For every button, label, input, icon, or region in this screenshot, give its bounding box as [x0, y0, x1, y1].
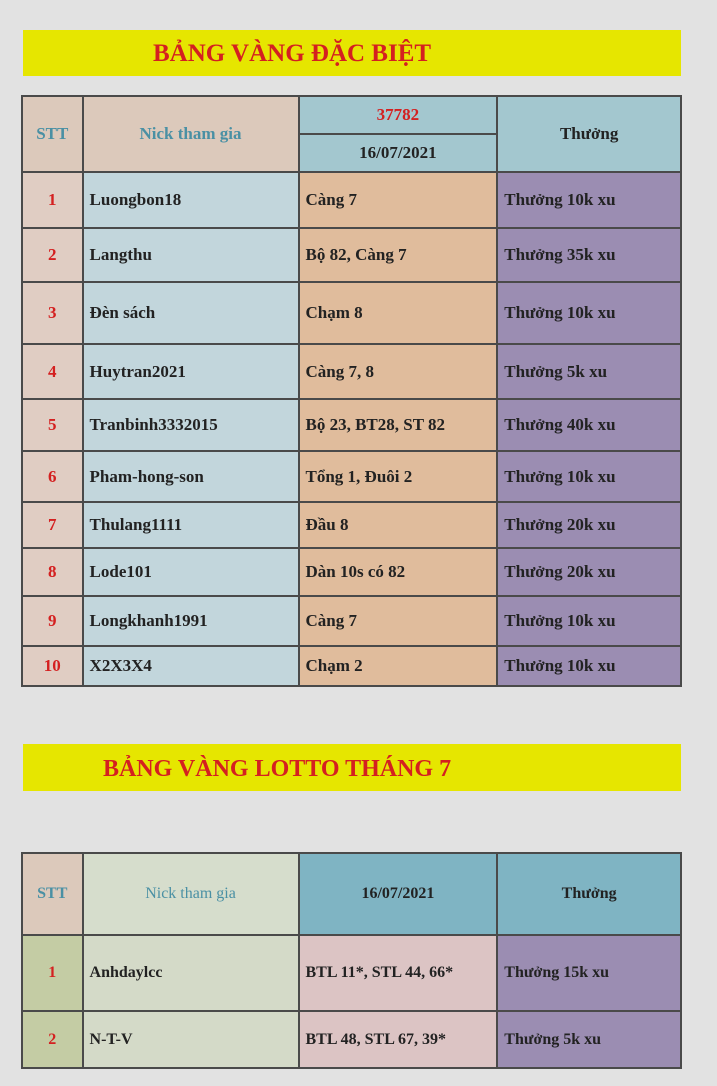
pick-cell: Càng 7, 8 — [299, 344, 498, 399]
prize-cell: Thưởng 10k xu — [497, 596, 681, 646]
pick-cell: Càng 7 — [299, 596, 498, 646]
prize-cell: Thưởng 10k xu — [497, 451, 681, 502]
banner-lotto-board — [23, 744, 681, 791]
prize-cell: Thưởng 10k xu — [497, 646, 681, 686]
row-number: 10 — [22, 646, 83, 686]
row-number: 2 — [22, 1011, 83, 1068]
nick-cell: Huytran2021 — [83, 344, 299, 399]
banner-special-board — [23, 30, 681, 76]
header-date: 16/07/2021 — [299, 853, 498, 935]
special-board-table — [21, 95, 682, 687]
prize-cell: Thưởng 5k xu — [497, 1011, 681, 1068]
header-stt: STT — [22, 96, 83, 172]
prize-cell: Thưởng 20k xu — [497, 502, 681, 548]
table-row — [22, 548, 681, 596]
pick-cell: Bộ 23, BT28, ST 82 — [299, 399, 498, 451]
lotto-board-table — [21, 852, 682, 1069]
nick-cell: N-T-V — [83, 1011, 299, 1068]
nick-cell: Luongbon18 — [83, 172, 299, 228]
row-number: 9 — [22, 596, 83, 646]
row-number: 1 — [22, 172, 83, 228]
row-number: 3 — [22, 282, 83, 344]
row-number: 7 — [22, 502, 83, 548]
table-row — [22, 172, 681, 228]
table-row — [22, 646, 681, 686]
pick-cell: BTL 48, STL 67, 39* — [299, 1011, 498, 1068]
header-date: 16/07/2021 — [299, 134, 498, 172]
pick-cell: BTL 11*, STL 44, 66* — [299, 935, 498, 1011]
nick-cell: Longkhanh1991 — [83, 596, 299, 646]
row-number: 4 — [22, 344, 83, 399]
prize-cell: Thưởng 10k xu — [497, 282, 681, 344]
nick-cell: Anhdaylcc — [83, 935, 299, 1011]
table-row — [22, 596, 681, 646]
row-number: 1 — [22, 935, 83, 1011]
prize-cell: Thưởng 40k xu — [497, 399, 681, 451]
row-number: 8 — [22, 548, 83, 596]
prize-cell: Thưởng 35k xu — [497, 228, 681, 282]
pick-cell: Tổng 1, Đuôi 2 — [299, 451, 498, 502]
nick-cell: Tranbinh3332015 — [83, 399, 299, 451]
nick-cell: Pham-hong-son — [83, 451, 299, 502]
row-number: 2 — [22, 228, 83, 282]
row-number: 6 — [22, 451, 83, 502]
pick-cell: Bộ 82, Càng 7 — [299, 228, 498, 282]
table-row — [22, 935, 681, 1011]
header-prize: Thưởng — [497, 853, 681, 935]
nick-cell: X2X3X4 — [83, 646, 299, 686]
table-row — [22, 502, 681, 548]
nick-cell: Đèn sách — [83, 282, 299, 344]
row-number: 5 — [22, 399, 83, 451]
table-row — [22, 451, 681, 502]
banner-special-title: BẢNG VÀNG ĐẶC BIỆT — [153, 40, 432, 67]
pick-cell: Đầu 8 — [299, 502, 498, 548]
table-row — [22, 228, 681, 282]
prize-cell: Thưởng 5k xu — [497, 344, 681, 399]
nick-cell: Thulang1111 — [83, 502, 299, 548]
nick-cell: Langthu — [83, 228, 299, 282]
table-row — [22, 344, 681, 399]
pick-cell: Càng 7 — [299, 172, 498, 228]
header-special-number: 37782 — [299, 96, 498, 134]
pick-cell: Dàn 10s có 82 — [299, 548, 498, 596]
prize-cell: Thưởng 15k xu — [497, 935, 681, 1011]
table-row — [22, 1011, 681, 1068]
header-nick: Nick tham gia — [83, 96, 299, 172]
nick-cell: Lode101 — [83, 548, 299, 596]
banner-lotto-title: BẢNG VÀNG LOTTO THÁNG 7 — [103, 756, 452, 782]
table-row — [22, 399, 681, 451]
prize-cell: Thưởng 20k xu — [497, 548, 681, 596]
prize-cell: Thưởng 10k xu — [497, 172, 681, 228]
pick-cell: Chạm 2 — [299, 646, 498, 686]
header-prize: Thưởng — [497, 96, 681, 172]
header-stt: STT — [22, 853, 83, 935]
header-nick: Nick tham gia — [83, 853, 299, 935]
table-row — [22, 282, 681, 344]
pick-cell: Chạm 8 — [299, 282, 498, 344]
